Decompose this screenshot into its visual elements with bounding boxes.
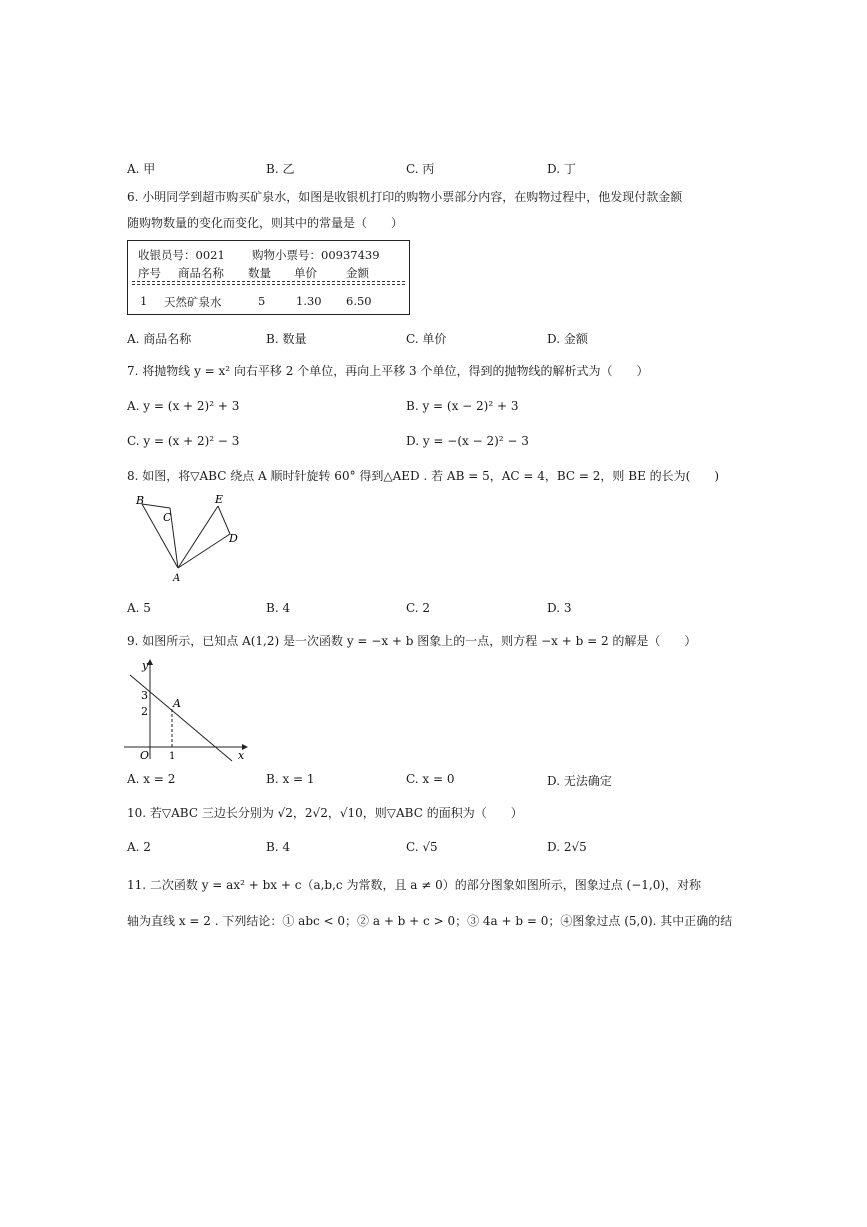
tick-label-3: 3	[141, 689, 148, 702]
q5-option-d: D. 丁	[547, 162, 576, 176]
q8-stem: 8. 如图，将▽ABC 绕点 A 顺时针旋转 60° 得到△AED . 若 AB = 5，AC = 4，BC = 2，则 BE 的长为( )	[127, 469, 720, 483]
tick-label-2: 2	[141, 705, 148, 718]
q7-stem: 7. 将抛物线 y = x² 向右平移 2 个单位，再向上平移 3 个单位，得到的抛物线的解析式为（ ）	[127, 364, 649, 378]
q9-option-b: B. x = 1	[266, 772, 315, 786]
q10-option-c: C. √5	[406, 840, 438, 854]
q6-option-a: A. 商品名称	[127, 332, 192, 346]
label-e: E	[215, 493, 224, 506]
q8-option-d: D. 3	[547, 601, 572, 615]
label-d: D	[229, 532, 238, 545]
receipt-header-price: 单价	[294, 266, 317, 280]
q8-option-b: B. 4	[266, 601, 291, 615]
q10-stem: 10. 若▽ABC 三边长分别为 √2，2√2，√10，则▽ABC 的面积为（ ）	[127, 806, 523, 820]
receipt-row-name: 天然矿泉水	[164, 295, 222, 309]
label-c: C	[163, 511, 172, 524]
q5-option-c: C. 丙	[406, 162, 435, 176]
tick-label-1: 1	[169, 751, 176, 762]
q6-stem-line1: 6. 小明同学到超市购买矿泉水，如图是收银机打印的购物小票部分内容，在购物过程中，他发现付款金额	[127, 190, 683, 204]
receipt-header-amount: 金额	[346, 266, 369, 280]
point-label-a: A	[173, 697, 181, 710]
q6-option-d: D. 金额	[547, 332, 588, 346]
rotation-triangles-figure	[130, 490, 250, 585]
q10-option-d: D. 2√5	[547, 840, 587, 854]
q11-stem-line2: 轴为直线 x = 2 . 下列结论：① abc < 0；② a + b + c > 0；③ 4a + b = 0；④图象过点 (5,0). 其中正确的结	[127, 914, 733, 928]
receipt-header-no: 序号	[138, 266, 161, 280]
q10-option-b: B. 4	[266, 840, 291, 854]
q7-option-d: D. y = −(x − 2)² − 3	[406, 434, 529, 448]
q9-option-d: D. 无法确定	[547, 774, 612, 788]
q6-option-b: B. 数量	[266, 332, 307, 346]
q9-option-a: A. x = 2	[127, 772, 176, 786]
q10-option-a: A. 2	[127, 840, 151, 854]
axis-label-y: y	[142, 659, 149, 672]
linear-function-graph	[120, 655, 252, 765]
receipt-row-no: 1	[140, 294, 148, 308]
receipt-header-name: 商品名称	[178, 266, 224, 280]
receipt-row-price: 1.30	[296, 294, 322, 308]
receipt-ticket: 购物小票号：00937439	[252, 248, 380, 262]
receipt-divider-2	[132, 284, 405, 285]
axis-label-x: x	[238, 749, 245, 762]
q9-option-c: C. x = 0	[406, 772, 455, 786]
receipt-row-qty: 5	[258, 294, 266, 308]
q8-option-c: C. 2	[406, 601, 431, 615]
origin-label: O	[140, 749, 150, 762]
label-a: A	[173, 573, 181, 584]
q5-option-b: B. 乙	[266, 162, 295, 176]
receipt-row-amount: 6.50	[346, 294, 372, 308]
q11-stem-line1: 11. 二次函数 y = ax² + bx + c（a,b,c 为常数，且 a ≠ 0）的部分图象如图所示，图象过点 (−1,0)，对称	[127, 878, 702, 892]
q8-option-a: A. 5	[127, 601, 151, 615]
receipt-box	[127, 240, 410, 315]
receipt-cashier: 收银员号：0021	[138, 248, 225, 262]
q6-stem-line2: 随购物数量的变化而变化，则其中的常量是（ ）	[127, 216, 404, 230]
q7-option-b: B. y = (x − 2)² + 3	[406, 399, 519, 413]
q7-option-c: C. y = (x + 2)² − 3	[127, 434, 240, 448]
q7-option-a: A. y = (x + 2)² + 3	[127, 399, 240, 413]
label-b: B	[136, 494, 145, 507]
receipt-divider-1	[132, 281, 405, 282]
q9-stem: 9. 如图所示，已知点 A(1,2) 是一次函数 y = −x + b 图象上的一点，则方程 −x + b = 2 的解是（ ）	[127, 634, 697, 648]
q6-option-c: C. 单价	[406, 332, 447, 346]
receipt-header-qty: 数量	[248, 266, 271, 280]
q5-option-a: A. 甲	[127, 162, 156, 176]
